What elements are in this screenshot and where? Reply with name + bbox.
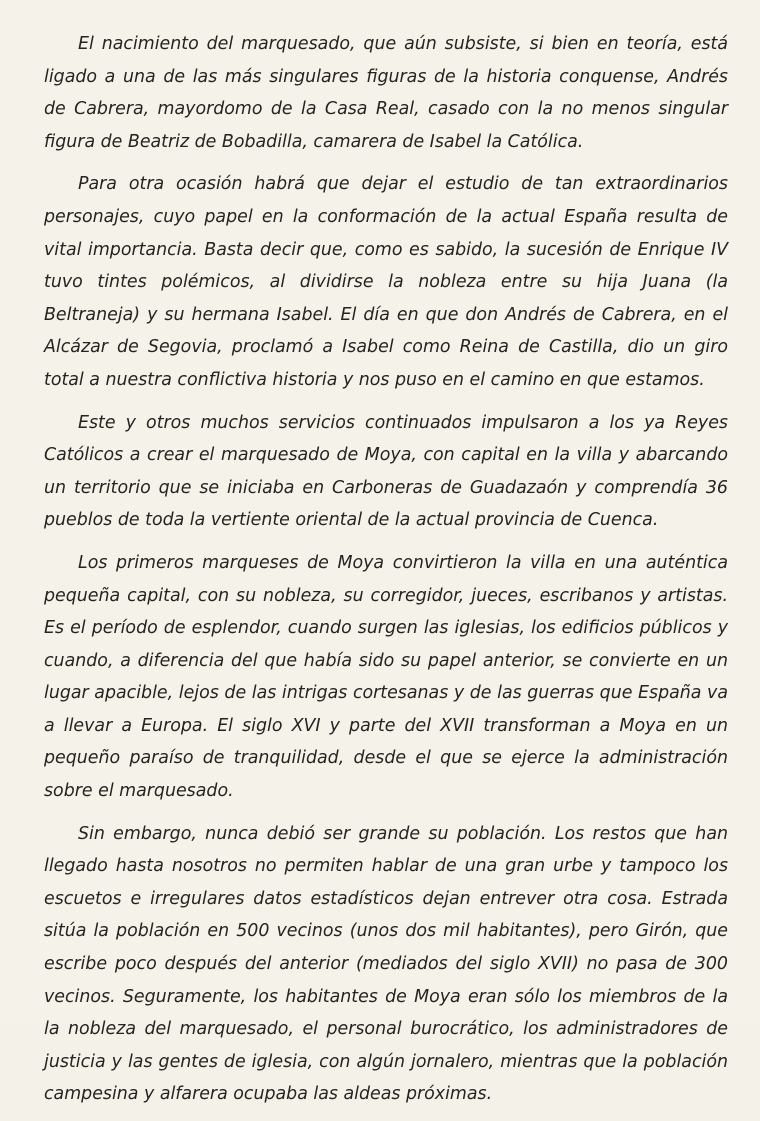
paragraph-1: El nacimiento del marquesado, que aún subsiste, si bien en teoría, está ligado a una de las más singulares figuras de la historia conquense, Andrés de Cabrera, mayordomo de la Casa Real, casado con la no menos singular figura de Beatriz de Bobadilla, camarera de Isabel la Católica.	[44, 34, 728, 152]
paragraph-2: Para otra ocasión habrá que dejar el estudio de tan extraordinarios personajes, cuyo papel en la conformación de la actual España resulta de vital importancia. Basta decir que, como es sabido, la sucesión de Enrique IV tuvo tintes polémicos, al dividirse la nobleza entre su hija Juana (la Beltraneja) y su hermana Isabel. El día en que don Andrés de Cabrera, en el Alcázar de Segovia, proclamó a Isabel como Reina de Castilla, dio un giro total a nuestra conflictiva historia y nos puso en el camino en que estamos.	[44, 174, 728, 390]
paragraph-5: Sin embargo, nunca debió ser grande su población. Los restos que han llegado hasta nosotros no permiten hablar de una gran urbe y tampoco los escuetos e irregulares datos estadísticos dejan entrever otra cosa. Estrada sitúa la población en 500 vecinos (unos dos mil habitantes), pero Girón, que escribe poco después del anterior (mediados del siglo XVII) no pasa de 300 vecinos. Seguramente, los habitantes de Moya eran sólo los miembros de la la nobleza del marquesado, el personal burocrático, los administradores de justicia y las gentes de iglesia, con algún jornalero, mientras que la población campesina y alfarera ocupaba las aldeas próximas.	[44, 823, 728, 1105]
body-text	[44, 28, 728, 1121]
paragraph-3: Este y otros muchos servicios continuados impulsaron a los ya Reyes Católicos a crear el marquesado de Moya, con capital en la villa y abarcando un territorio que se iniciaba en Carboneras de Guadazaón y comprendía 36 pueblos de toda la vertiente oriental de la actual provincia de Cuenca.	[44, 412, 728, 531]
paragraph-4: Los primeros marqueses de Moya convirtieron la villa en una auténtica pequeña capital, con su nobleza, su corregidor, jueces, escribanos y artistas. Es el período de esplendor, cuando surgen las iglesias, los edificios públicos y cuando, a diferencia del que había sido su papel anterior, se convierte en un lugar apacible, lejos de las intrigas cortesanas y de las guerras que España va a llevar a Europa. El siglo XVI y parte del XVII transforman a Moya en un pequeño paraíso de tranquilidad, desde el que se ejerce la administración sobre el marquesado.	[44, 552, 728, 802]
